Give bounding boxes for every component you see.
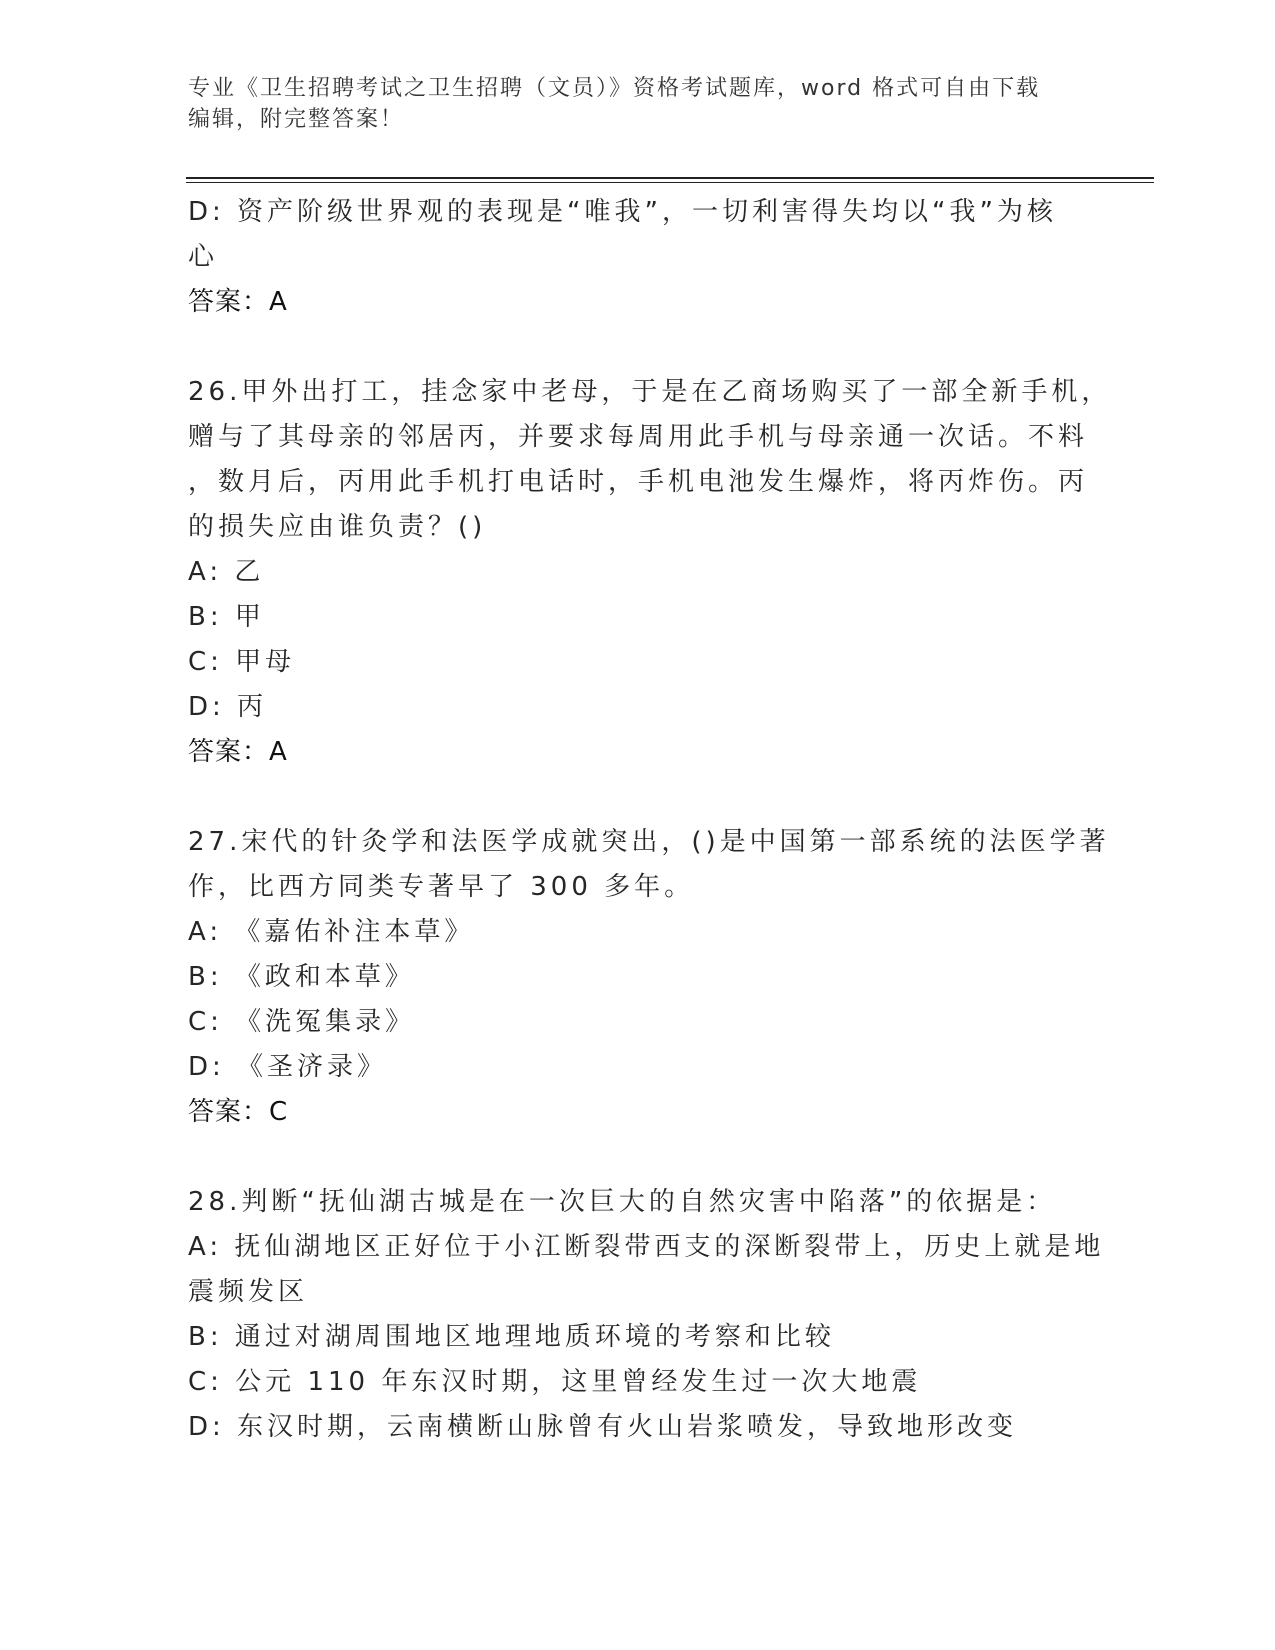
q28-stem-line-1: 28.判断“抚仙湖古城是在一次巨大的自然灾害中陷落”的依据是： [188,1187,1057,1217]
q28-option-c: C: 公元 110 年东汉时期，这里曾经发生过一次大地震 [188,1367,922,1397]
q26-stem-line-2: 赠与了其母亲的邻居丙，并要求每周用此手机与母亲通一次话。不料 [188,422,1089,452]
spacer [188,325,1088,370]
q28-option-b: B: 通过对湖周围地区地理地质环境的考察和比较 [188,1322,835,1352]
question-content [188,190,1112,1450]
q26-stem-line-4: 的损失应由谁负责？() [188,512,487,542]
prev-answer: 答案：A [188,287,288,317]
q26-option-c: C: 甲母 [188,647,296,677]
header-divider-thin [186,182,1154,183]
header-line-1: 专业《卫生招聘考试之卫生招聘（文员）》资格考试题库，word 格式可自由下载 [188,76,1041,101]
q27-option-d: D: 《圣济录》 [188,1052,388,1082]
prev-option-d-line-1: D: 资产阶级世界观的表现是“唯我”，一切利害得失均以“我”为核 [188,197,1057,227]
q26-answer: 答案：A [188,737,288,767]
q28-option-a-line-1: A: 抚仙湖地区正好位于小江断裂带西支的深断裂带上，历史上就是地 [188,1232,1105,1262]
spacer [188,1135,1088,1180]
header-line-2: 编辑，附完整答案！ [188,107,405,132]
q27-option-a: A: 《嘉佑补注本草》 [188,917,475,947]
prev-option-d-line-2: 心 [188,242,219,272]
q27-stem-line-2: 作，比西方同类专著早了 300 多年。 [188,872,695,902]
q26-stem-line-1: 26.甲外出打工，挂念家中老母，于是在乙商场购买了一部全新手机， [188,377,1112,407]
q28-option-a-line-2: 震频发区 [188,1277,309,1307]
q27-option-c: C: 《洗冤集录》 [188,1007,416,1037]
q26-stem-line-3: ，数月后，丙用此手机打电话时，手机电池发生爆炸，将丙炸伤。丙 [188,467,1089,497]
q27-stem-line-1: 27.宋代的针灸学和法医学成就突出，()是中国第一部系统的法医学著 [188,827,1110,857]
q28-option-d: D: 东汉时期，云南横断山脉曾有火山岩浆喷发，导致地形改变 [188,1412,1018,1442]
page-header [188,73,1088,135]
header-divider-thick [186,177,1154,179]
q27-answer: 答案：C [188,1097,289,1127]
q27-option-b: B: 《政和本草》 [188,962,415,992]
q26-option-d: D: 丙 [188,692,268,722]
q26-option-b: B: 甲 [188,602,265,632]
spacer [188,775,1088,820]
q26-option-a: A: 乙 [188,557,265,587]
